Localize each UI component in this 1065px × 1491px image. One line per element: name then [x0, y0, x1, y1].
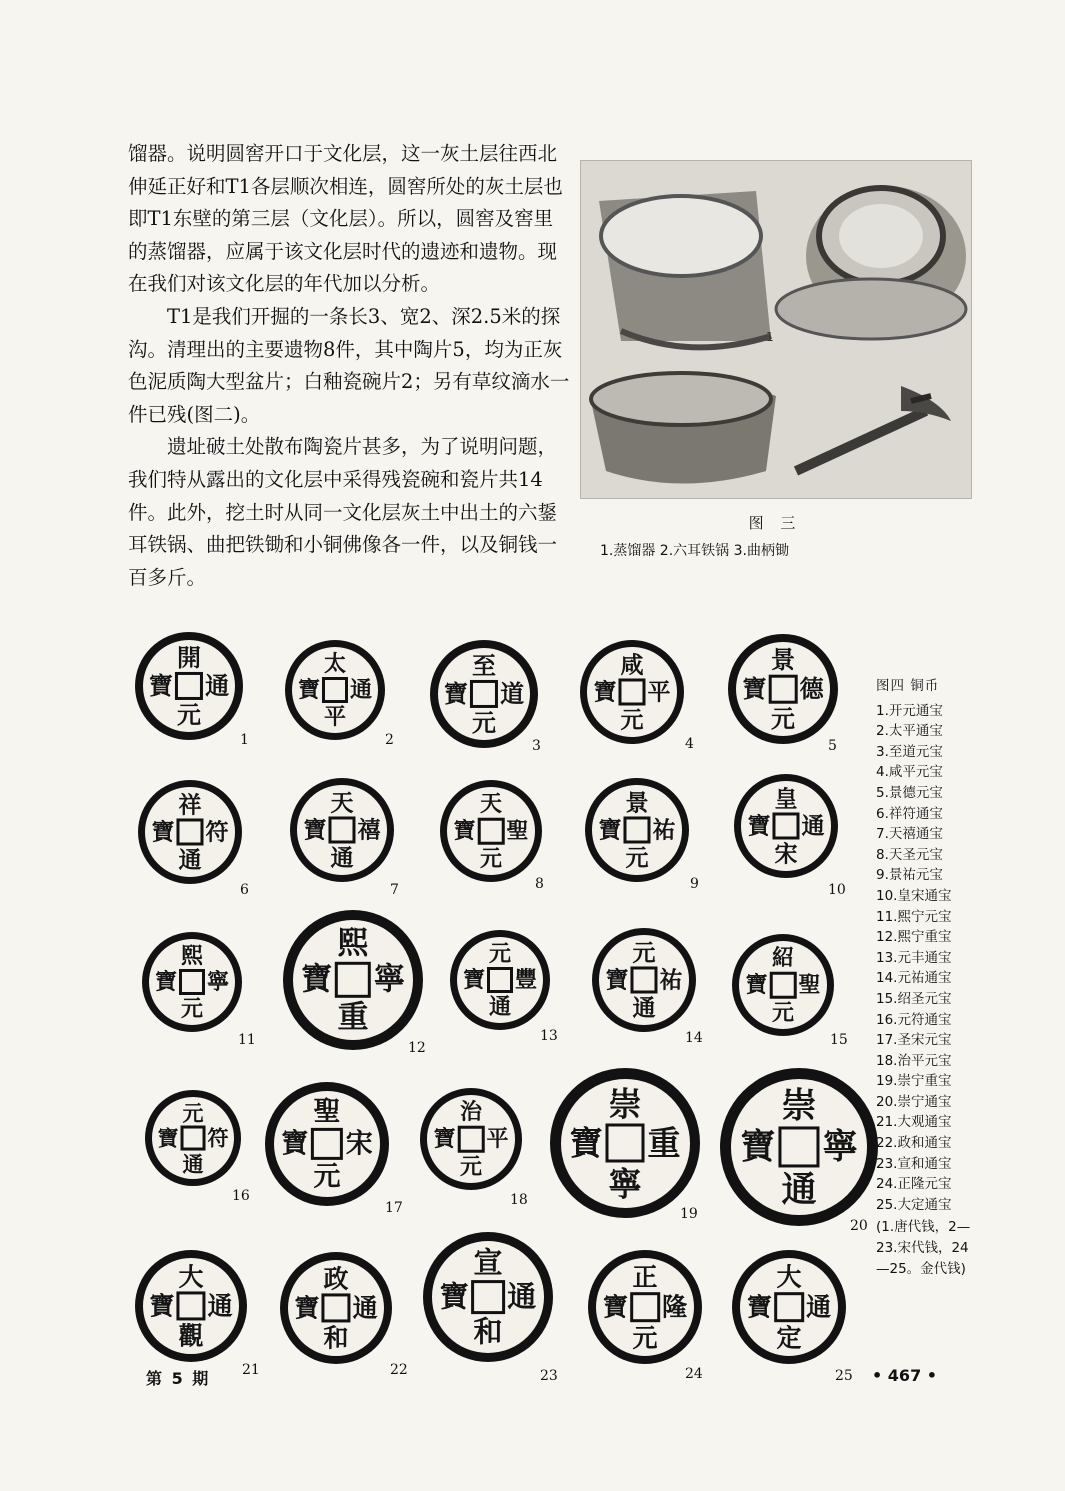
coin-number: 17: [385, 1200, 403, 1216]
figure3-photo-drawing: [581, 161, 971, 498]
coin-character: 通: [182, 1151, 204, 1177]
coin-character: 寶: [598, 816, 622, 844]
coin-character: 和: [323, 1323, 349, 1353]
coin: [280, 1252, 392, 1364]
coin: [580, 640, 684, 744]
coin-character: 重: [337, 999, 369, 1036]
legend-item: 16.元符通宝: [876, 1011, 952, 1028]
coin-character: 天: [330, 789, 354, 817]
coin-character: 元: [771, 703, 795, 733]
coin-character: 通: [488, 994, 512, 1020]
coin-character: 通: [352, 1293, 378, 1323]
legend-item: 24.正隆元宝: [876, 1176, 952, 1193]
coin-hole: [176, 1291, 205, 1320]
coin-number: 2: [385, 732, 394, 748]
coin-character: 崇: [608, 1084, 642, 1124]
coin-character: 正: [632, 1262, 658, 1292]
page-number: • 467 •: [872, 1366, 937, 1385]
coin-character: 平: [486, 1126, 509, 1152]
coin-character: 咸: [620, 651, 644, 679]
coin: [450, 930, 550, 1030]
issue-number: 第 5 期: [146, 1369, 211, 1388]
coin-hole: [328, 816, 355, 843]
coin-hole: [778, 1126, 819, 1167]
coin-character: 祐: [659, 966, 683, 994]
coin-character: 祐: [652, 816, 676, 844]
figure3-caption: 1.蒸馏器 2.六耳铁锅 3.曲柄锄: [600, 543, 789, 559]
coin-character: 元: [180, 996, 204, 1022]
coin-number: 16: [232, 1188, 250, 1204]
coin-hole: [774, 1292, 804, 1322]
coin: [588, 1250, 702, 1364]
coin-number: 25: [835, 1368, 853, 1384]
coin-character: 景: [625, 789, 649, 817]
coin-character: 寶: [746, 1292, 772, 1322]
coin: [285, 640, 385, 740]
coin-character: 通: [178, 846, 202, 874]
coin: [145, 1090, 241, 1186]
coin-character: 寶: [301, 961, 333, 998]
coin-number: 10: [828, 882, 846, 898]
coin-number: 9: [690, 876, 699, 892]
legend-item: 5.景德元宝: [876, 784, 943, 801]
coin-character: 大: [776, 1262, 802, 1292]
coin-hole: [470, 680, 498, 708]
legend-item: 18.治平元宝: [876, 1052, 952, 1069]
coin-character: 寶: [148, 671, 173, 700]
coin-number: 23: [540, 1368, 558, 1384]
legend-item: 20.崇宁通宝: [876, 1093, 952, 1110]
coin-character: 通: [205, 671, 230, 700]
coin-character: 宋: [345, 1128, 373, 1160]
coin-character: 元: [620, 706, 644, 734]
coin-character: 寶: [569, 1123, 603, 1163]
coin-character: 太: [323, 651, 347, 677]
coin: [430, 640, 538, 748]
coin-character: 通: [801, 812, 825, 840]
legend-item: 14.元祐通宝: [876, 970, 952, 987]
legend-item: 11.熙宁元宝: [876, 908, 952, 925]
coin-character: 寶: [593, 678, 617, 706]
coin-number: 14: [685, 1030, 703, 1046]
coin-character: 寶: [747, 812, 771, 840]
coin-hole: [322, 677, 348, 703]
coin: [585, 778, 689, 882]
coin-character: 寶: [443, 679, 468, 708]
legend-item: 12.熙宁重宝: [876, 929, 952, 946]
coin-character: 聖: [798, 972, 821, 998]
coin-character: 治: [459, 1099, 483, 1126]
coin-number: 7: [390, 882, 399, 898]
coin-hole: [487, 967, 513, 993]
coin-hole: [770, 972, 797, 999]
coin-number: 15: [830, 1032, 848, 1048]
legend-item: 22.政和通宝: [876, 1135, 952, 1152]
coin-character: 聖: [506, 818, 529, 844]
legend-item: 23.宣和通宝: [876, 1155, 952, 1172]
coin-hole: [769, 675, 798, 704]
coin-character: 寶: [745, 972, 768, 998]
coin-character: 熙: [337, 925, 369, 962]
coin-character: 觀: [178, 1321, 204, 1351]
coin-character: 通: [330, 844, 354, 872]
coin-character: 元: [177, 700, 201, 730]
coin-character: 宋: [774, 840, 798, 868]
coin-character: 德: [799, 674, 824, 703]
coin-character: 熙: [180, 943, 204, 969]
paragraph-2: T1是我们开掘的一条长3、宽2、深2.5米的探沟。清理出的主要遗物8件，其中陶片5，均为正灰色泥质陶大型盆片；白釉瓷碗片2；另有草纹滴水一件已残(图二)。: [128, 304, 570, 426]
legend-item: 8.天圣元宝: [876, 846, 943, 863]
coin-character: 寶: [605, 966, 629, 994]
coin-number: 11: [238, 1032, 256, 1048]
coin-character: 祥: [178, 791, 202, 819]
coin-hole: [179, 969, 205, 995]
coin-number: 13: [540, 1028, 558, 1044]
legend-item: 4.咸平元宝: [876, 764, 943, 781]
coin-character: 寧: [608, 1164, 642, 1203]
paragraph-1: 馏器。说明圆窖开口于文化层，这一灰土层往西北伸延正好和T1各层顺次相连，圆窖所处的灰土层也即T1东壁的第三层（文化层）。所以，圆窖及窖里的蒸馏器，应属于该文化层时代的遗迹和遗物。现在我们对该文化层的年代加以分析。: [128, 142, 563, 296]
coin: [135, 632, 243, 740]
coin: [592, 928, 696, 1032]
photo-label: 1: [766, 330, 774, 344]
coin: [728, 634, 838, 744]
legend-item: 10.皇宋通宝: [876, 887, 952, 904]
coin-character: 寶: [742, 674, 767, 703]
coin-character: 和: [473, 1314, 503, 1349]
coin-number: 22: [390, 1362, 408, 1378]
coin-character: 元: [472, 708, 496, 738]
coin-character: 符: [205, 818, 229, 846]
legend-item: 9.景祐元宝: [876, 867, 943, 884]
coin-character: 寶: [157, 1125, 179, 1151]
coin-character: 寧: [373, 961, 405, 998]
coin-character: 政: [323, 1264, 349, 1294]
coin: [142, 932, 242, 1032]
figure3-title: 图 三: [748, 514, 802, 532]
coin: [550, 1068, 700, 1218]
coin-character: 寶: [462, 967, 486, 993]
coin-figure: [120, 620, 880, 1384]
coin-character: 通: [781, 1169, 817, 1211]
legend-item: 3.至道元宝: [876, 743, 943, 760]
coin-number: 19: [680, 1206, 698, 1222]
coin-hole: [176, 818, 203, 845]
coin-character: 紹: [771, 945, 795, 972]
coin-character: 通: [806, 1292, 832, 1322]
coin-character: 元: [182, 1100, 204, 1126]
coin-character: 元: [632, 1323, 658, 1353]
coin-hole: [606, 1124, 645, 1163]
legend-item: 7.天禧通宝: [876, 826, 943, 843]
coin: [732, 1250, 846, 1364]
coin-hole: [311, 1128, 343, 1160]
coin: [423, 1232, 553, 1362]
coin-character: 豐: [514, 967, 538, 993]
coin-character: 寶: [297, 677, 321, 703]
coin-character: 元: [479, 845, 503, 872]
coin-character: 宣: [473, 1245, 503, 1280]
coin-number: 3: [532, 738, 541, 754]
paragraph-3: 遗址破土处散布陶瓷片甚多，为了说明问题，我们特从露出的文化层中采得残瓷碗和瓷片共14件。此外，挖土时从同一文化层灰土中出土的六鋬耳铁锅、曲把铁锄和小铜佛像各一件，以及铜钱一百多斤。: [128, 435, 558, 589]
coin-character: 寶: [439, 1279, 469, 1314]
coin: [732, 934, 834, 1036]
coin-character: 聖: [313, 1096, 341, 1128]
coin-character: 道: [500, 679, 525, 708]
coin-character: 元: [771, 999, 795, 1026]
coin-character: 崇: [781, 1085, 817, 1127]
coin-character: 寶: [294, 1293, 320, 1323]
coin-character: 寧: [822, 1126, 858, 1168]
legend-item: 21.大观通宝: [876, 1114, 952, 1131]
coin-character: 元: [313, 1161, 341, 1193]
coin-hole: [630, 966, 657, 993]
coin-number: 5: [828, 738, 837, 754]
coin-character: 元: [459, 1153, 483, 1180]
coin-character: 寶: [740, 1126, 776, 1168]
coin-number: 21: [242, 1362, 260, 1378]
coin-number: 8: [535, 876, 544, 892]
coin-character: 元: [488, 941, 512, 967]
coin: [420, 1088, 522, 1190]
coin-character: 禧: [357, 816, 381, 844]
coin-character: 寶: [453, 818, 476, 844]
coin-character: 寶: [151, 818, 175, 846]
coin-hole: [321, 1293, 350, 1322]
coin: [283, 910, 423, 1050]
coin-hole: [335, 962, 371, 998]
figure4-legend: [876, 676, 976, 1279]
figure3-photo: [580, 160, 972, 499]
coin-number: 18: [510, 1192, 528, 1208]
coin-character: 平: [647, 678, 671, 706]
coin-character: 寶: [281, 1128, 309, 1160]
coin-character: 寶: [154, 969, 178, 995]
coin-character: 寶: [149, 1291, 175, 1321]
legend-item: 15.绍圣元宝: [876, 990, 952, 1007]
coin: [290, 778, 394, 882]
coin-hole: [471, 1280, 505, 1314]
coin-character: 大: [178, 1262, 204, 1292]
coin-character: 皇: [774, 785, 798, 813]
legend-item: 13.元丰通宝: [876, 949, 952, 966]
coin: [135, 1250, 247, 1362]
legend-item: 25.大定通宝: [876, 1196, 952, 1213]
coin-hole: [772, 812, 799, 839]
coin-character: 寶: [602, 1292, 628, 1322]
coin: [440, 780, 542, 882]
coin: [734, 774, 838, 878]
legend-note: (1.唐代钱，2—23.宋代钱，24—25。金代钱): [876, 1219, 971, 1277]
coin-character: 符: [207, 1125, 229, 1151]
coin-character: 寶: [303, 816, 327, 844]
coin-number: 20: [850, 1218, 868, 1234]
coin-character: 天: [479, 791, 503, 818]
coin-number: 24: [685, 1366, 703, 1382]
legend-item: 1.开元通宝: [876, 702, 943, 719]
coin-hole: [458, 1126, 485, 1153]
coin-number: 1: [240, 732, 249, 748]
coin-character: 寶: [433, 1126, 456, 1152]
legend-item: 19.崇宁重宝: [876, 1073, 952, 1090]
coin-character: 景: [771, 645, 795, 675]
legend-item: 6.祥符通宝: [876, 805, 943, 822]
coin-hole: [618, 678, 645, 705]
coin-character: 通: [207, 1291, 233, 1321]
legend-item: 17.圣宋元宝: [876, 1032, 952, 1049]
coin-character: 元: [632, 939, 656, 967]
figure4-title: 图四 铜币: [876, 678, 940, 694]
coin-character: 開: [177, 642, 201, 672]
coin-hole: [478, 818, 505, 845]
coin-number: 6: [240, 882, 249, 898]
coin-character: 平: [323, 704, 347, 730]
legend-list: [876, 701, 976, 1216]
coin-number: 12: [408, 1040, 426, 1056]
coin-character: 重: [647, 1123, 681, 1163]
coin: [720, 1068, 878, 1226]
coin-character: 通: [507, 1279, 537, 1314]
coin-character: 元: [625, 844, 649, 872]
coin-character: 通: [632, 994, 656, 1022]
legend-item: 2.太平通宝: [876, 723, 943, 740]
coin: [138, 780, 242, 884]
coin-hole: [630, 1292, 660, 1322]
coin-hole: [181, 1126, 206, 1151]
coin-character: 通: [349, 677, 373, 703]
coin-hole: [623, 816, 650, 843]
coin-character: 隆: [662, 1292, 688, 1322]
coin-number: 4: [685, 736, 694, 752]
coin: [265, 1082, 389, 1206]
coin-character: 定: [776, 1323, 802, 1353]
coin-character: 至: [472, 650, 496, 680]
coin-character: 寧: [206, 969, 230, 995]
body-text: [128, 138, 572, 594]
coin-hole: [175, 672, 203, 700]
